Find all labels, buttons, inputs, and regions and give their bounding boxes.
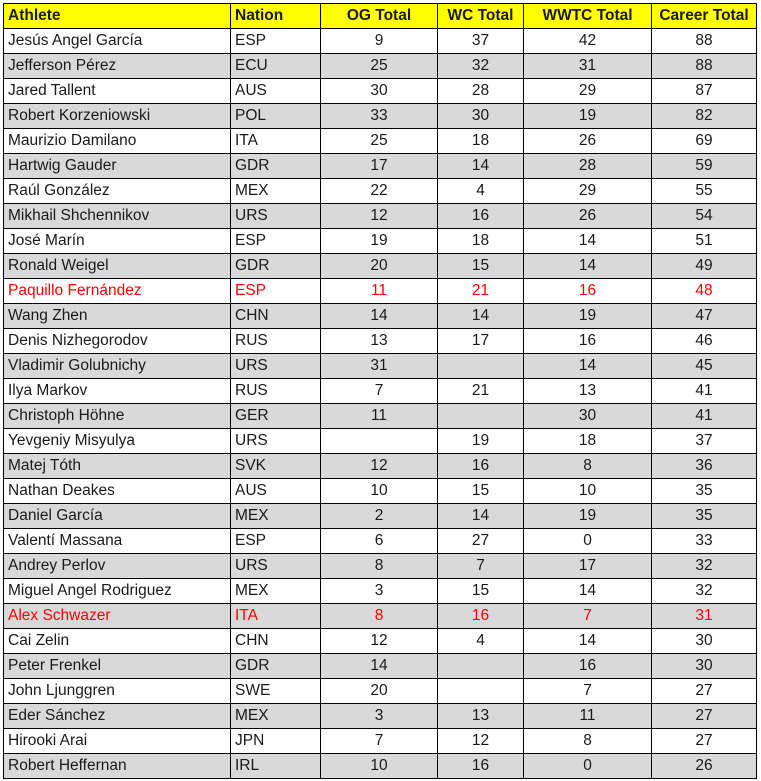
table-row [4, 529, 757, 554]
cell-athlete: Wang Zhen [4, 304, 231, 329]
table-row [4, 354, 757, 379]
cell-nation: MEX [231, 579, 321, 604]
cell-career-total: 82 [652, 104, 757, 129]
cell-og-total: 11 [321, 404, 438, 429]
cell-career-total: 54 [652, 204, 757, 229]
table-row [4, 54, 757, 79]
cell-og-total: 20 [321, 254, 438, 279]
cell-career-total: 69 [652, 129, 757, 154]
cell-og-total: 17 [321, 154, 438, 179]
cell-wc-total: 15 [438, 254, 524, 279]
cell-athlete: José Marín [4, 229, 231, 254]
header-row [4, 4, 757, 29]
cell-wc-total: 21 [438, 279, 524, 304]
table-row [4, 79, 757, 104]
header-nation: Nation [231, 4, 321, 29]
table-row [4, 204, 757, 229]
cell-wc-total: 16 [438, 454, 524, 479]
cell-og-total: 20 [321, 679, 438, 704]
cell-athlete: Maurizio Damilano [4, 129, 231, 154]
cell-wc-total: 15 [438, 579, 524, 604]
cell-og-total: 22 [321, 179, 438, 204]
cell-wc-total: 19 [438, 429, 524, 454]
cell-wc-total: 16 [438, 754, 524, 779]
cell-wc-total: 18 [438, 129, 524, 154]
table-row [4, 654, 757, 679]
cell-wc-total: 27 [438, 529, 524, 554]
cell-career-total: 33 [652, 529, 757, 554]
cell-nation: ESP [231, 229, 321, 254]
cell-athlete: Miguel Angel Rodriguez [4, 579, 231, 604]
cell-career-total: 47 [652, 304, 757, 329]
cell-nation: IRL [231, 754, 321, 779]
cell-career-total: 87 [652, 79, 757, 104]
cell-wwtc-total: 29 [524, 79, 652, 104]
cell-wwtc-total: 13 [524, 379, 652, 404]
cell-wc-total: 15 [438, 479, 524, 504]
cell-athlete: Nathan Deakes [4, 479, 231, 504]
cell-career-total: 48 [652, 279, 757, 304]
cell-nation: MEX [231, 704, 321, 729]
cell-og-total: 25 [321, 54, 438, 79]
table-row [4, 154, 757, 179]
cell-wwtc-total: 19 [524, 304, 652, 329]
cell-og-total: 7 [321, 379, 438, 404]
table-row [4, 754, 757, 779]
table-row [4, 729, 757, 754]
cell-wwtc-total: 14 [524, 354, 652, 379]
cell-og-total: 12 [321, 204, 438, 229]
table-row [4, 29, 757, 54]
cell-wc-total: 17 [438, 329, 524, 354]
cell-wc-total: 13 [438, 704, 524, 729]
cell-wc-total: 32 [438, 54, 524, 79]
cell-wc-total [438, 654, 524, 679]
cell-nation: CHN [231, 629, 321, 654]
cell-wwtc-total: 7 [524, 679, 652, 704]
table-row [4, 379, 757, 404]
cell-career-total: 27 [652, 679, 757, 704]
table-row [4, 629, 757, 654]
cell-wwtc-total: 26 [524, 129, 652, 154]
cell-athlete: Jefferson Pérez [4, 54, 231, 79]
cell-wwtc-total: 8 [524, 729, 652, 754]
cell-wc-total [438, 354, 524, 379]
cell-wwtc-total: 0 [524, 754, 652, 779]
cell-wc-total [438, 679, 524, 704]
cell-career-total: 55 [652, 179, 757, 204]
cell-athlete: Peter Frenkel [4, 654, 231, 679]
cell-wwtc-total: 10 [524, 479, 652, 504]
cell-athlete: Alex Schwazer [4, 604, 231, 629]
cell-wwtc-total: 14 [524, 579, 652, 604]
table-row [4, 279, 757, 304]
cell-og-total: 12 [321, 629, 438, 654]
cell-athlete: Raúl González [4, 179, 231, 204]
header-wc-total: WC Total [438, 4, 524, 29]
cell-career-total: 41 [652, 379, 757, 404]
table-row [4, 579, 757, 604]
cell-nation: MEX [231, 504, 321, 529]
table-row [4, 404, 757, 429]
cell-athlete: Mikhail Shchennikov [4, 204, 231, 229]
cell-wwtc-total: 11 [524, 704, 652, 729]
header-career-total: Career Total [652, 4, 757, 29]
cell-wc-total: 4 [438, 629, 524, 654]
cell-og-total: 14 [321, 654, 438, 679]
cell-og-total: 3 [321, 704, 438, 729]
cell-nation: CHN [231, 304, 321, 329]
cell-og-total: 14 [321, 304, 438, 329]
table-row [4, 229, 757, 254]
cell-og-total: 6 [321, 529, 438, 554]
header-og-total: OG Total [321, 4, 438, 29]
cell-wwtc-total: 19 [524, 504, 652, 529]
cell-nation: URS [231, 204, 321, 229]
cell-athlete: Robert Korzeniowski [4, 104, 231, 129]
table-row [4, 604, 757, 629]
cell-nation: GDR [231, 254, 321, 279]
table-row [4, 304, 757, 329]
cell-nation: URS [231, 429, 321, 454]
cell-wc-total: 7 [438, 554, 524, 579]
cell-wc-total [438, 404, 524, 429]
cell-career-total: 30 [652, 654, 757, 679]
table-row [4, 429, 757, 454]
cell-athlete: Daniel García [4, 504, 231, 529]
cell-athlete: Cai Zelin [4, 629, 231, 654]
cell-wc-total: 14 [438, 304, 524, 329]
cell-nation: GDR [231, 154, 321, 179]
cell-career-total: 35 [652, 504, 757, 529]
cell-wc-total: 18 [438, 229, 524, 254]
cell-career-total: 88 [652, 54, 757, 79]
cell-career-total: 26 [652, 754, 757, 779]
cell-wwtc-total: 30 [524, 404, 652, 429]
cell-athlete: Valentí Massana [4, 529, 231, 554]
cell-og-total: 12 [321, 454, 438, 479]
header-wwtc-total: WWTC Total [524, 4, 652, 29]
cell-nation: URS [231, 554, 321, 579]
cell-nation: ESP [231, 529, 321, 554]
cell-nation: ITA [231, 604, 321, 629]
cell-nation: URS [231, 354, 321, 379]
cell-athlete: Vladimir Golubnichy [4, 354, 231, 379]
cell-wwtc-total: 18 [524, 429, 652, 454]
cell-og-total [321, 429, 438, 454]
cell-career-total: 59 [652, 154, 757, 179]
cell-wc-total: 16 [438, 604, 524, 629]
cell-og-total: 30 [321, 79, 438, 104]
cell-nation: ITA [231, 129, 321, 154]
cell-wc-total: 16 [438, 204, 524, 229]
cell-wwtc-total: 16 [524, 329, 652, 354]
cell-career-total: 30 [652, 629, 757, 654]
cell-og-total: 10 [321, 479, 438, 504]
career-totals-table [3, 3, 757, 779]
cell-athlete: Robert Heffernan [4, 754, 231, 779]
cell-athlete: Yevgeniy Misyulya [4, 429, 231, 454]
cell-athlete: Paquillo Fernández [4, 279, 231, 304]
cell-athlete: Matej Tóth [4, 454, 231, 479]
cell-wwtc-total: 19 [524, 104, 652, 129]
cell-athlete: John Ljunggren [4, 679, 231, 704]
table-row [4, 704, 757, 729]
cell-og-total: 13 [321, 329, 438, 354]
cell-career-total: 36 [652, 454, 757, 479]
cell-wwtc-total: 16 [524, 279, 652, 304]
cell-nation: AUS [231, 479, 321, 504]
table-row [4, 254, 757, 279]
cell-athlete: Denis Nizhegorodov [4, 329, 231, 354]
cell-wwtc-total: 26 [524, 204, 652, 229]
table-row [4, 179, 757, 204]
cell-wwtc-total: 0 [524, 529, 652, 554]
cell-athlete: Jesús Angel García [4, 29, 231, 54]
cell-nation: ESP [231, 279, 321, 304]
cell-og-total: 25 [321, 129, 438, 154]
cell-nation: GDR [231, 654, 321, 679]
cell-athlete: Ronald Weigel [4, 254, 231, 279]
table-row [4, 479, 757, 504]
cell-wwtc-total: 28 [524, 154, 652, 179]
cell-nation: POL [231, 104, 321, 129]
table-row [4, 104, 757, 129]
cell-og-total: 2 [321, 504, 438, 529]
cell-og-total: 9 [321, 29, 438, 54]
cell-og-total: 10 [321, 754, 438, 779]
cell-career-total: 46 [652, 329, 757, 354]
cell-wc-total: 21 [438, 379, 524, 404]
cell-nation: SWE [231, 679, 321, 704]
cell-nation: MEX [231, 179, 321, 204]
table-row [4, 504, 757, 529]
cell-wc-total: 4 [438, 179, 524, 204]
cell-wc-total: 14 [438, 154, 524, 179]
cell-wc-total: 14 [438, 504, 524, 529]
cell-career-total: 45 [652, 354, 757, 379]
cell-athlete: Hirooki Arai [4, 729, 231, 754]
cell-career-total: 35 [652, 479, 757, 504]
cell-nation: RUS [231, 379, 321, 404]
cell-wwtc-total: 16 [524, 654, 652, 679]
cell-career-total: 31 [652, 604, 757, 629]
cell-athlete: Andrey Perlov [4, 554, 231, 579]
cell-nation: AUS [231, 79, 321, 104]
cell-career-total: 32 [652, 554, 757, 579]
cell-og-total: 8 [321, 604, 438, 629]
cell-athlete: Eder Sánchez [4, 704, 231, 729]
cell-og-total: 33 [321, 104, 438, 129]
cell-og-total: 7 [321, 729, 438, 754]
cell-career-total: 37 [652, 429, 757, 454]
table-row [4, 454, 757, 479]
cell-wc-total: 37 [438, 29, 524, 54]
cell-career-total: 41 [652, 404, 757, 429]
cell-career-total: 88 [652, 29, 757, 54]
cell-wc-total: 30 [438, 104, 524, 129]
cell-og-total: 19 [321, 229, 438, 254]
cell-athlete: Hartwig Gauder [4, 154, 231, 179]
cell-nation: SVK [231, 454, 321, 479]
cell-wwtc-total: 31 [524, 54, 652, 79]
table-row [4, 329, 757, 354]
header-athlete: Athlete [4, 4, 231, 29]
cell-career-total: 27 [652, 729, 757, 754]
cell-og-total: 8 [321, 554, 438, 579]
cell-nation: RUS [231, 329, 321, 354]
cell-wwtc-total: 8 [524, 454, 652, 479]
table-row [4, 679, 757, 704]
cell-wwtc-total: 42 [524, 29, 652, 54]
cell-wc-total: 12 [438, 729, 524, 754]
cell-nation: GER [231, 404, 321, 429]
cell-career-total: 32 [652, 579, 757, 604]
cell-career-total: 27 [652, 704, 757, 729]
cell-athlete: Ilya Markov [4, 379, 231, 404]
cell-wc-total: 28 [438, 79, 524, 104]
cell-wwtc-total: 14 [524, 229, 652, 254]
cell-athlete: Jared Tallent [4, 79, 231, 104]
cell-wwtc-total: 29 [524, 179, 652, 204]
cell-wwtc-total: 14 [524, 254, 652, 279]
cell-og-total: 11 [321, 279, 438, 304]
cell-career-total: 51 [652, 229, 757, 254]
cell-og-total: 31 [321, 354, 438, 379]
cell-career-total: 49 [652, 254, 757, 279]
cell-nation: JPN [231, 729, 321, 754]
cell-athlete: Christoph Höhne [4, 404, 231, 429]
cell-wwtc-total: 17 [524, 554, 652, 579]
cell-wwtc-total: 14 [524, 629, 652, 654]
cell-og-total: 3 [321, 579, 438, 604]
cell-wwtc-total: 7 [524, 604, 652, 629]
cell-nation: ESP [231, 29, 321, 54]
cell-nation: ECU [231, 54, 321, 79]
table-row [4, 554, 757, 579]
table-row [4, 129, 757, 154]
